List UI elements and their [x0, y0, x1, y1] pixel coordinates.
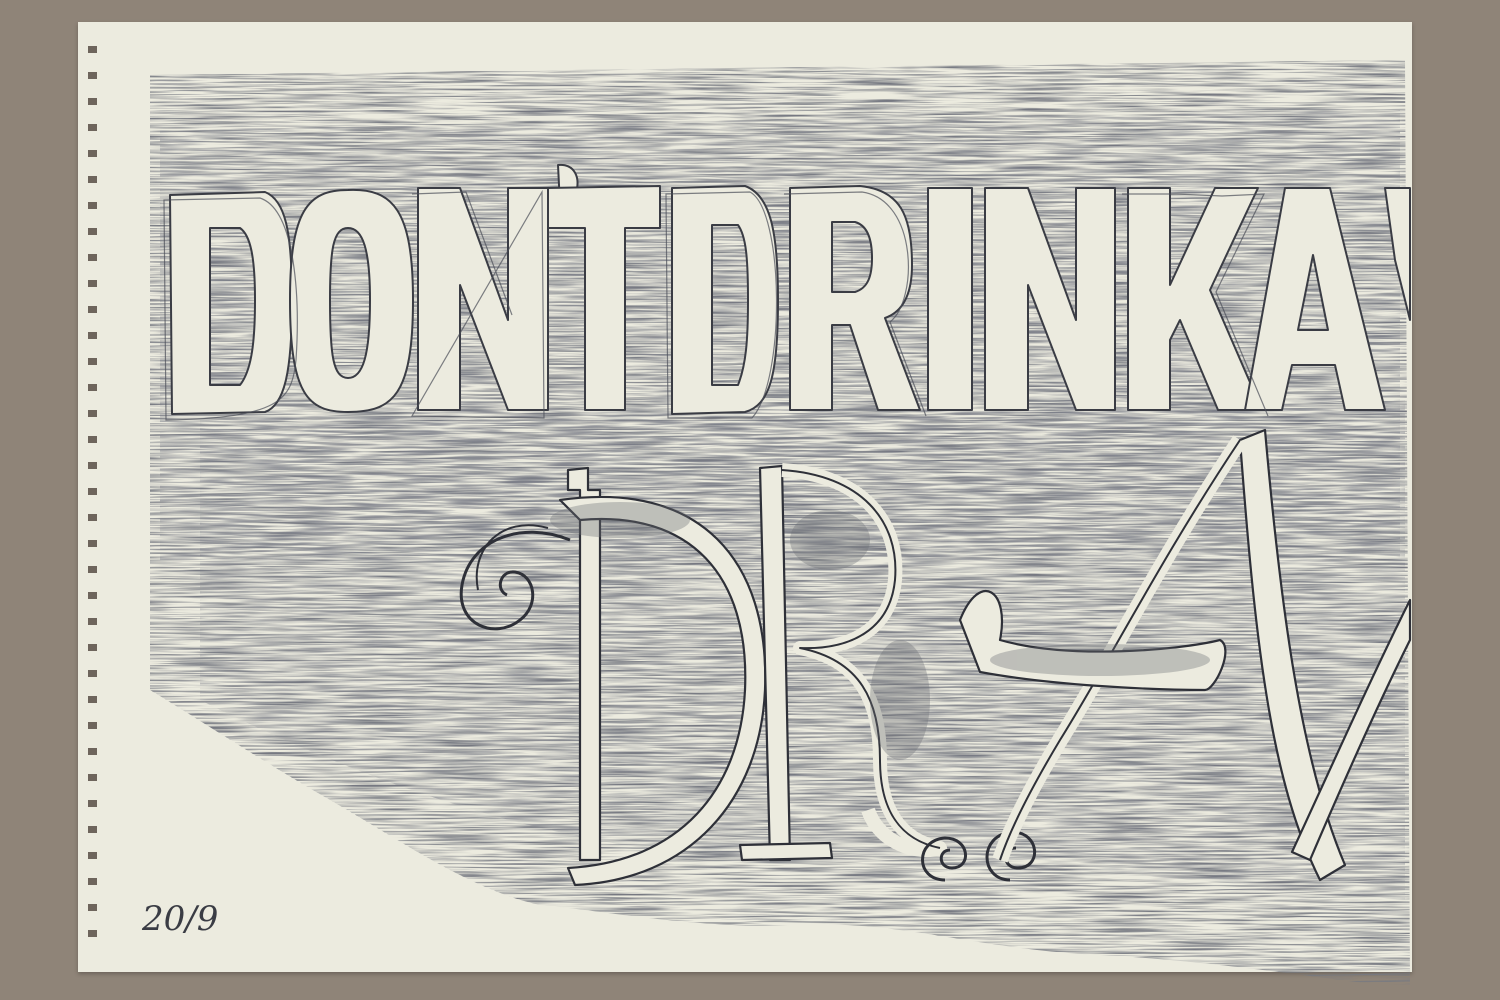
binding-hole [88, 124, 97, 131]
binding-hole [88, 904, 97, 911]
binding-hole [88, 436, 97, 443]
binding-hole [88, 930, 97, 937]
binding-hole [88, 540, 97, 547]
binding-hole [88, 46, 97, 53]
binding-hole [88, 202, 97, 209]
date-mark: 20/9 [142, 899, 219, 939]
binding-hole [88, 800, 97, 807]
binding-hole [88, 514, 97, 521]
binding-hole [88, 566, 97, 573]
binding-hole [88, 644, 97, 651]
letter-I [928, 188, 972, 410]
binding-hole [88, 332, 97, 339]
binding-hole [88, 72, 97, 79]
binding-hole [88, 488, 97, 495]
binding-hole [88, 618, 97, 625]
binding-hole [88, 826, 97, 833]
binding-hole [88, 592, 97, 599]
binding-hole [88, 254, 97, 261]
binding-hole [88, 852, 97, 859]
binding-hole [88, 306, 97, 313]
binding-hole [88, 722, 97, 729]
binding-hole [88, 176, 97, 183]
binding-hole [88, 98, 97, 105]
binding-hole [88, 696, 97, 703]
binding-hole [88, 670, 97, 677]
binding-hole [88, 410, 97, 417]
spiral-binding-holes [88, 46, 97, 937]
binding-hole [88, 228, 97, 235]
binding-hole [88, 748, 97, 755]
binding-hole [88, 462, 97, 469]
binding-hole [88, 150, 97, 157]
binding-hole [88, 384, 97, 391]
binding-hole [88, 280, 97, 287]
binding-hole [88, 774, 97, 781]
binding-hole [88, 878, 97, 885]
binding-hole [88, 358, 97, 365]
